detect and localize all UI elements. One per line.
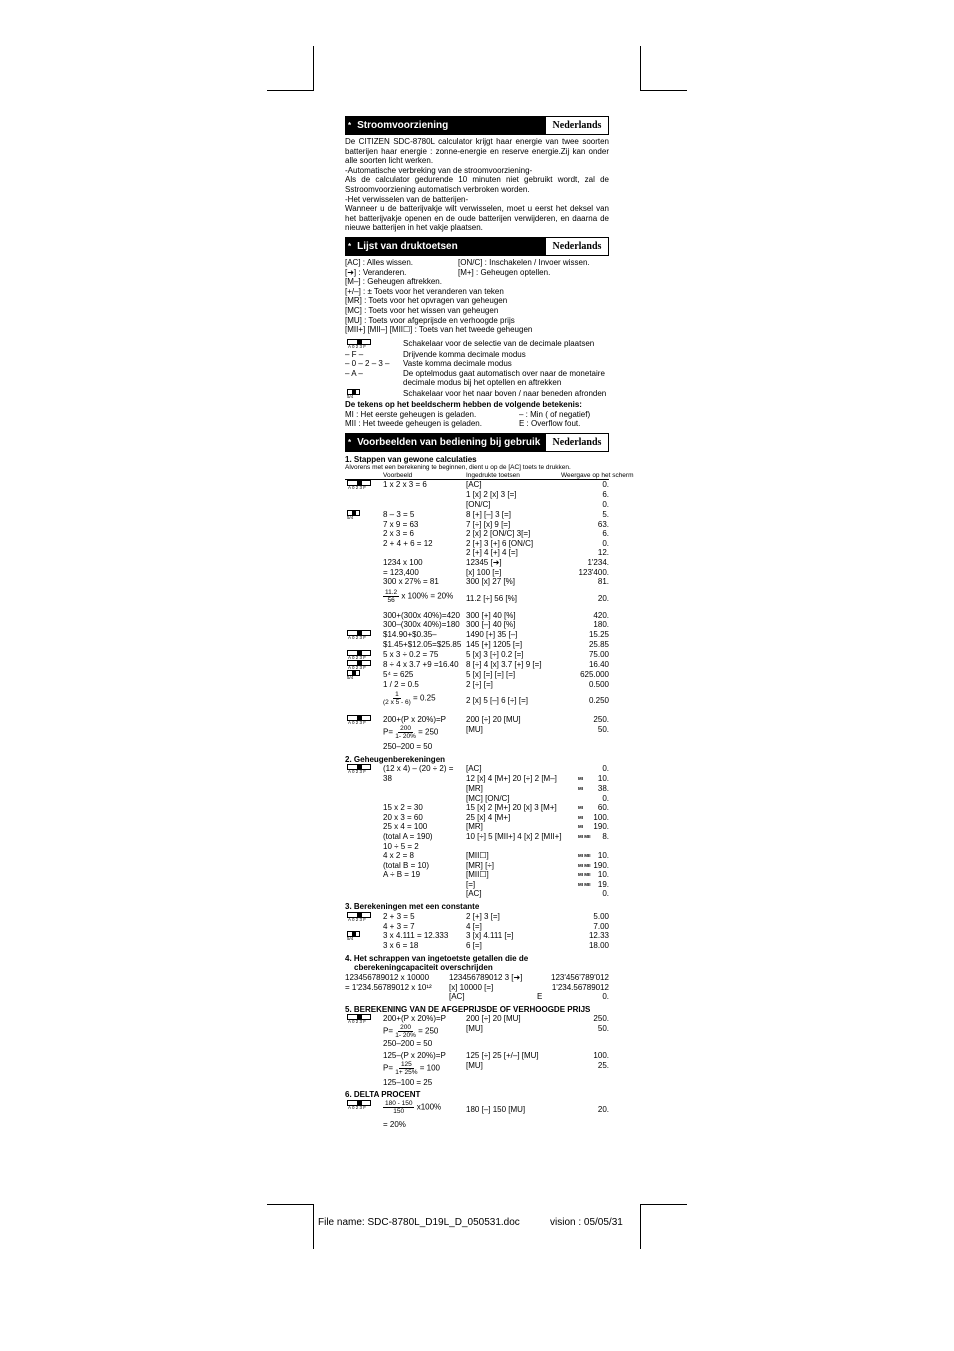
fraction: $\frac{200}{1- 20\%}$ bbox=[395, 725, 416, 741]
table-row: (total A = 190) 10 [÷] 5 [MII+] 4 [x] 2 [MII+] MI MII 8. bbox=[383, 831, 609, 841]
decimal-switch-icon: A 0 2 3 F bbox=[345, 912, 371, 922]
memory-rows bbox=[345, 764, 609, 899]
table-row: = 1'234.56789012 x 10¹² [x] 10000 [=] 1'234.56789012 bbox=[345, 982, 609, 992]
crop-mark bbox=[640, 1204, 641, 1249]
table-row: 1234 x 100 12345 [➜] 1'234. bbox=[383, 558, 609, 567]
star-icon: * bbox=[348, 121, 352, 130]
table-row: 125–100 = 25 bbox=[383, 1077, 433, 1087]
fraction: $\frac{125}{1+ 25\%}$ bbox=[395, 1060, 418, 1076]
table-row: 10 ÷ 5 = 2 bbox=[345, 842, 609, 852]
memory-indicator: MI bbox=[578, 805, 583, 811]
section-header-examples: * Voorbeelden van bediening bij gebruik Nederlands bbox=[345, 433, 609, 452]
example-header: Voorbeeld Ingedrukte toetsen Weergave op het scherm bbox=[345, 472, 609, 481]
table-row: [AC] E 0. bbox=[449, 992, 609, 1002]
key-list: [AC] : Alles wissen. [ON/C] : Inschakelen / Invoer wissen. [➜] : Veranderen. [M+] : Geheugen optellen. [M–] : Geheugen aftrekken. [+/–] : ± Toets voor het veranderen van teken [MR] : Toets voor het opvragen van geheugen [MC] : Toets voor het wissen van geheugen [MU] : Toets voor afgeprijsde en verhoogde prijs [MII+] [MII–] [MII☐] : Toets van het tweede geheugen bbox=[345, 257, 590, 335]
example-rows bbox=[345, 480, 609, 586]
table-row: 4 x 2 = 8 [MII☐] MI MII 10. bbox=[383, 851, 609, 861]
language-label: Nederlands bbox=[545, 116, 609, 135]
memory-indicator bbox=[578, 764, 592, 774]
memory-indicator bbox=[578, 889, 592, 899]
crop-mark bbox=[313, 1204, 314, 1249]
table-row: 125–(P x 20%)=P 125 [÷] 25 [+/–] [MU] 100. bbox=[383, 1051, 609, 1060]
table-row: 20 x 3 = 60 25 [x] 4 [M+] MI 100. bbox=[383, 812, 609, 822]
fraction: $\frac{11.2}{56}$ bbox=[385, 588, 398, 604]
table-row: 3 x 6 = 18 6 [=] 18.00 bbox=[383, 941, 609, 951]
star-icon: * bbox=[348, 241, 352, 251]
rounding-switch-legend: 5/4 Schakelaar voor het naar boven / naar beneden afronden bbox=[347, 389, 607, 400]
table-row: [ON/C] 0. bbox=[466, 500, 609, 510]
decimal-switch-icon: A 0 2 3 F bbox=[345, 660, 371, 670]
table-row: $\frac{1}{(2 x 5 - 6)}$ = 0.25 2 [x] 5 [–] 6 [÷] [=] 0.250 bbox=[383, 691, 609, 707]
table-row: A ÷ B = 19 [MII☐] MI MII 10. bbox=[383, 870, 609, 880]
table-row: 2 x 3 = 6 2 [x] 2 [ON/C] 3[=] 6. bbox=[383, 529, 609, 539]
table-row: A 0 2 3 F 1 x 2 x 3 = 6 [AC] 0. bbox=[345, 480, 609, 490]
table-row: = 20% bbox=[383, 1119, 406, 1129]
table-row: P= $\frac{125}{1+ 25\%}$ = 100 [MU] 25. bbox=[383, 1060, 609, 1076]
crop-mark bbox=[640, 90, 687, 91]
memory-indicator: MI MII bbox=[578, 881, 591, 887]
manual-page: * Stroomvoorziening Nederlands De CITIZEN SDC-8780L calculator krijgt haar energie van twee soorten batterijen haar energie : zonne-energie en reserve energie.Zij kan onder alle soorten licht werken. -Automatische verbreking van de stroomvoorziening- Als de calculator gedurende 10 minuten niet gebruikt wordt, zal de Sstroomvoorziening automatisch verbroken worden. -Het verwisselen van de batterijen- Wanneer u de batterijvakje wilt verwisselen, moet u eerst het deksel van het batterijvakje openen en de oude batterijen verwijderen, en daarna de nieuwe batterijen in het vakje plaatsen. * Lijst van druktoetsen Nederlands [AC] : Alles wissen. [ON/C] : Inschakelen / Invoer wissen. [➜] : Veranderen. [M+] : Geheugen optellen. [M–] : Geheugen aftrekken. [+/–] : ± Toets voor het veranderen van teken [MR] : Toets voor het opvragen van geheugen [MC] : Toets voor het wissen van geheugen [MU] : Toets voor afgeprijsde en verhoogde prijs [MII+] [MII–] [MII☐] : Toets van het tweede geheugen A 0 2 3 F Schakelaar voor de selectie van de decimale plaatsen – F – Drijvende komma decimale modus – 0 – 2 – 3 – Vaste komma decimale modus – A – De optelmodus gaat automatisch over naar de monetaire decimale modus bij het optellen en aftrekken 5/4 Schakelaar voor het naar boven / naar beneden afronden De tekens op het beeldscherm hebben de volgende betekenis: MI : Het eerste geheugen is geladen. – : Min ( of negatief) MII : Het tweede geheugen is geladen. E : Overflow fout. * Voorbeelden van bediening bij gebruik Nederlands 1. Stappen van gewone calculaties Alvorens met een berekening te beginnen, dient u op de [AC] toets te drukken. Voorbeeld Ingedrukte toetsen Weergave op het scherm A 0 2 3 F 1 x 2 x 3 = 6 [AC] 0. 1 [x] 2 [x] 3 [=] 6. [ON/C] 0. 5/4 8 – 3 = 5 8 [+] [–] 3 [=] 5. 7 x 9 = 63 7 [÷] [x] 9 [=] 63. 2 x 3 = 6 2 [x] 2 [ON/C] 3[=] 6. 2 + 4 + 6 = 12 2 [+] 3 [+] 6 [ON/C] 0. 2 [+] 4 [+] 4 [=] 12. 1234 x 100 12345 [➜] 1'234. = 123,400 [x] 100 [=] 123'400. 300 x 27% = 81 300 [x] 27 [%] 81. $\frac{11.2}{56}$ x 100% = 20% 11.2 [÷] 56 [%] 20. 300+(300x 40%)=420 300 [+] 40 [%] 420. 300–(300x 40%)=180 300 [–] 40 [%] 180. A 0 2 3 F $14.90+$0.35– 1490 [+] 35 [–] 15.25 $1.45+$12.05=$25.85 145 [+] 1205 [=] 25.85 A 0 2 3 F 5 x 3 ÷ 0.2 = 75 5 [x] 3 [÷] 0.2 [=] 75.00 A 0 2 3 F 8 ÷ 4 x 3.7 +9 =16.40 8 [÷] 4 [x] 3.7 [+] 9 [=] 16.40 5/4 5⁴ = 625 5 [x] [=] [=] [=] 625.000 1 / 2 = 0.5 2 [÷] [=] 0.500 $\frac{1}{(2 x 5 - 6)}$ = 0.25 2 [x] 5 [–] 6 [÷] [=] 0.250 A 0 2 3 F 200+(P x 20%)=P 200 [÷] 20 [MU] 250. P= $\frac{200}{1- 20\%}$ = 250 [MU] 50. 250–200 = 50 2. Geheugenberekeningen A 0 2 3 F (12 x 4) – (20 ÷ 2) = [AC] 0. 38 12 [x] 4 [M+] 20 [÷] 2 [M–] MI 10. [MR] MI 38. [MC] [ON/C] 0. 15 x 2 = 30 15 [x] 2 [M+] 20 [x] 3 [M+] MI 60. 20 x 3 = 60 25 [x] 4 [M+] MI 100. 25 x 4 = 100 [MR] MI 190. (total A = 190) 10 [÷] 5 [MII+] 4 [x] 2 [MII+] MI MII 8. 10 ÷ 5 = 2 4 x 2 = 8 [MII☐] MI MII 10. (total B = 10) [MR] [÷] MI MII 190. A ÷ B = 19 [MII☐] MI MII 10. [=] MI MII 19. [AC] 0. 3. Berekeningen met een constante A 0 2 3 F 2 + 3 = 5 2 [+] 3 [=] 5.00 4 + 3 = 7 4 [=] 7.00 5/4 3 x 4.111 = 12.333 3 [x] 4.111 [=] 12.33 3 x 6 = 18 6 [=] 18.00 4. Het schrappen van ingetoetste getallen die de cberekeningcapaciteit overschrijden 123456789012 x 10000 123456789012 3 [➜] 123'456'789'012 = 1'234.56789012 x 10¹² [x] 10000 [=] 1'234.56789012 [AC] E 0. 5. BEREKENING VAN DE AFGEPRIJSDE OF VERHOOGDE PRIJS A 0 2 3 F 200+(P x 20%)=P 200 [÷] 20 [MU] 250. P= $\frac{200}{1- 20\%}$ = 250 [MU] 50. 250–200 = 50 125–(P x 20%)=P 125 [÷] 25 [+/–] [MU] 100. P= $\frac{125}{1+ 25\%}$ = 100 [MU] 25. 125–100 = 25 6. DELTA PROCENT A 0 2 3 F $\frac{180 - 150}{150}$ x100% 180 [–] 150 [MU] 20. = 20% bbox=[345, 116, 609, 1129]
power-text: De CITIZEN SDC-8780L calculator krijgt haar energie van twee soorten batterijen haar energie : zonne-energie en reserve energie.Zij kan onder alle soorten licht werken. -Automatische verbreking van de stroomvoorziening- Als de calculator gedurende 10 minuten niet gebruikt wordt, zal de Sstroomvoorziening automatisch verbroken worden. -Het verwisselen van de batterijen- Wanneer u de batterijvakje wilt verwisselen, moet u eerst het deksel van het batterijvakje openen en de oude batterijen verwijderen, en daarna de nieuwe batterijen in het vakje plaatsen. bbox=[345, 137, 609, 233]
fraction: $\frac{1}{(2 x 5 - 6)}$ bbox=[383, 691, 411, 707]
section-header-keys: * Lijst van druktoetsen Nederlands bbox=[345, 237, 609, 256]
table-row: $1.45+$12.05=$25.85 145 [+] 1205 [=] 25.85 bbox=[383, 639, 609, 649]
memory-indicator: MI MII bbox=[578, 853, 591, 859]
decimal-switch-icon: A 0 2 3 F bbox=[345, 339, 371, 349]
constant-rows bbox=[345, 912, 609, 951]
table-row: P= $\frac{200}{1- 20\%}$ = 250 [MU] 50. bbox=[383, 1024, 609, 1040]
memory-indicator bbox=[578, 842, 592, 852]
table-row: 38 12 [x] 4 [M+] 20 [÷] 2 [M–] MI 10. bbox=[383, 774, 609, 784]
decimal-switch-icon: A 0 2 3 F bbox=[345, 630, 371, 640]
table-row: 300–(300x 40%)=180 300 [–] 40 [%] 180. bbox=[383, 620, 609, 630]
example-rows bbox=[345, 611, 609, 689]
language-label: Nederlands bbox=[545, 237, 609, 256]
table-row: A 0 2 3 F 200+(P x 20%)=P 200 [÷] 20 [MU] 250. bbox=[345, 715, 609, 725]
table-row: 25 x 4 = 100 [MR] MI 190. bbox=[383, 822, 609, 832]
memory-indicator: MI bbox=[578, 824, 583, 830]
section-header-power: * Stroomvoorziening Nederlands bbox=[345, 116, 609, 135]
table-row: 2 [+] 4 [+] 4 [=] 12. bbox=[466, 548, 609, 558]
footer-version: vision : 05/05/31 bbox=[550, 1217, 623, 1228]
crop-mark bbox=[640, 46, 641, 91]
table-row: 1 / 2 = 0.5 2 [÷] [=] 0.500 bbox=[383, 679, 609, 689]
decimal-switch-icon: A 0 2 3 F bbox=[345, 1014, 371, 1024]
table-row: A 0 2 3 F 5 x 3 ÷ 0.2 = 75 5 [x] 3 [÷] 0.2 [=] 75.00 bbox=[345, 650, 609, 660]
footer-filename: File name: SDC-8780L_D19L_D_050531.doc bbox=[318, 1217, 520, 1228]
table-row: 15 x 2 = 30 15 [x] 2 [M+] 20 [x] 3 [M+] MI 60. bbox=[383, 803, 609, 813]
decimal-switch-icon: A 0 2 3 F bbox=[345, 1100, 371, 1110]
rounding-switch-icon: 5/4 bbox=[345, 670, 361, 680]
memory-indicator: MI bbox=[578, 814, 583, 820]
memory-indicator: MI MII bbox=[578, 872, 591, 878]
table-row: $\frac{11.2}{56}$ x 100% = 20% 11.2 [÷] 56 [%] 20. bbox=[385, 588, 609, 604]
decimal-switch-icon: A 0 2 3 F bbox=[345, 650, 371, 660]
table-row: 5/4 5⁴ = 625 5 [x] [=] [=] [=] 625.000 bbox=[347, 669, 609, 680]
crop-mark bbox=[267, 90, 314, 91]
table-row: 250–200 = 50 bbox=[383, 742, 433, 752]
table-row: 7 x 9 = 63 7 [÷] [x] 9 [=] 63. bbox=[383, 519, 609, 529]
table-row: [AC] 0. bbox=[466, 889, 609, 899]
table-row: A 0 2 3 F $\frac{180 - 150}{150}$ x100% 180 [–] 150 [MU] 20. bbox=[345, 1100, 609, 1120]
table-row: 1 [x] 2 [x] 3 [=] 6. bbox=[466, 490, 609, 500]
language-label: Nederlands bbox=[545, 433, 609, 452]
rounding-switch-icon: 5/4 bbox=[345, 510, 361, 520]
crop-mark bbox=[267, 1204, 314, 1205]
decimal-switch-icon: A 0 2 3 F bbox=[345, 715, 371, 725]
memory-indicator: MI bbox=[578, 776, 583, 782]
crop-mark bbox=[313, 46, 314, 91]
rounding-switch-icon: 5/4 bbox=[345, 389, 361, 399]
table-row: [=] MI MII 19. bbox=[466, 879, 609, 889]
table-row: 5/4 8 – 3 = 5 8 [+] [–] 3 [=] 5. bbox=[347, 509, 609, 520]
crop-mark bbox=[640, 1204, 687, 1205]
table-row: = 123,400 [x] 100 [=] 123'400. bbox=[383, 567, 609, 577]
memory-indicator: MI MII bbox=[578, 833, 591, 839]
star-icon: * bbox=[348, 437, 352, 447]
table-row: 250–200 = 50 bbox=[383, 1039, 433, 1049]
memory-indicator: MI MII bbox=[578, 862, 591, 868]
fraction: $\frac{200}{1- 20\%}$ bbox=[395, 1024, 416, 1040]
table-row: 5/4 3 x 4.111 = 12.333 3 [x] 4.111 [=] 12.33 bbox=[347, 931, 609, 942]
decimal-switch-icon: A 0 2 3 F bbox=[345, 480, 371, 490]
table-row: A 0 2 3 F $14.90+$0.35– 1490 [+] 35 [–] 15.25 bbox=[345, 630, 609, 640]
table-row: 2 + 4 + 6 = 12 2 [+] 3 [+] 6 [ON/C] 0. bbox=[383, 538, 609, 548]
table-row: (total B = 10) [MR] [÷] MI MII 190. bbox=[383, 860, 609, 870]
memory-indicator: MI bbox=[578, 785, 583, 791]
table-row: 300 x 27% = 81 300 [x] 27 [%] 81. bbox=[383, 577, 609, 587]
table-row: [MC] [ON/C] 0. bbox=[466, 793, 609, 803]
table-row: P= $\frac{200}{1- 20\%}$ = 250 [MU] 50. bbox=[383, 725, 609, 741]
fraction: $\frac{180 - 150}{150}$ bbox=[385, 1099, 413, 1115]
table-row: 123456789012 x 10000 123456789012 3 [➜] 123'456'789'012 bbox=[345, 973, 609, 983]
memory-indicator bbox=[578, 794, 592, 804]
decimal-switch-icon: A 0 2 3 F bbox=[345, 764, 371, 774]
table-row: A 0 2 3 F 200+(P x 20%)=P 200 [÷] 20 [MU] 250. bbox=[345, 1014, 609, 1024]
table-row: 300+(300x 40%)=420 300 [+] 40 [%] 420. bbox=[383, 610, 609, 620]
table-row: 4 + 3 = 7 4 [=] 7.00 bbox=[383, 921, 609, 931]
rounding-switch-icon: 5/4 bbox=[345, 931, 361, 941]
table-row: A 0 2 3 F 8 ÷ 4 x 3.7 +9 =16.40 8 [÷] 4 [x] 3.7 [+] 9 [=] 16.40 bbox=[345, 660, 609, 670]
table-row: A 0 2 3 F 2 + 3 = 5 2 [+] 3 [=] 5.00 bbox=[345, 912, 609, 922]
table-row: [MR] MI 38. bbox=[466, 783, 609, 793]
decimal-switch-legend: A 0 2 3 F Schakelaar voor de selectie van de decimale plaatsen bbox=[345, 339, 609, 349]
table-row: A 0 2 3 F (12 x 4) – (20 ÷ 2) = [AC] 0. bbox=[345, 764, 609, 774]
